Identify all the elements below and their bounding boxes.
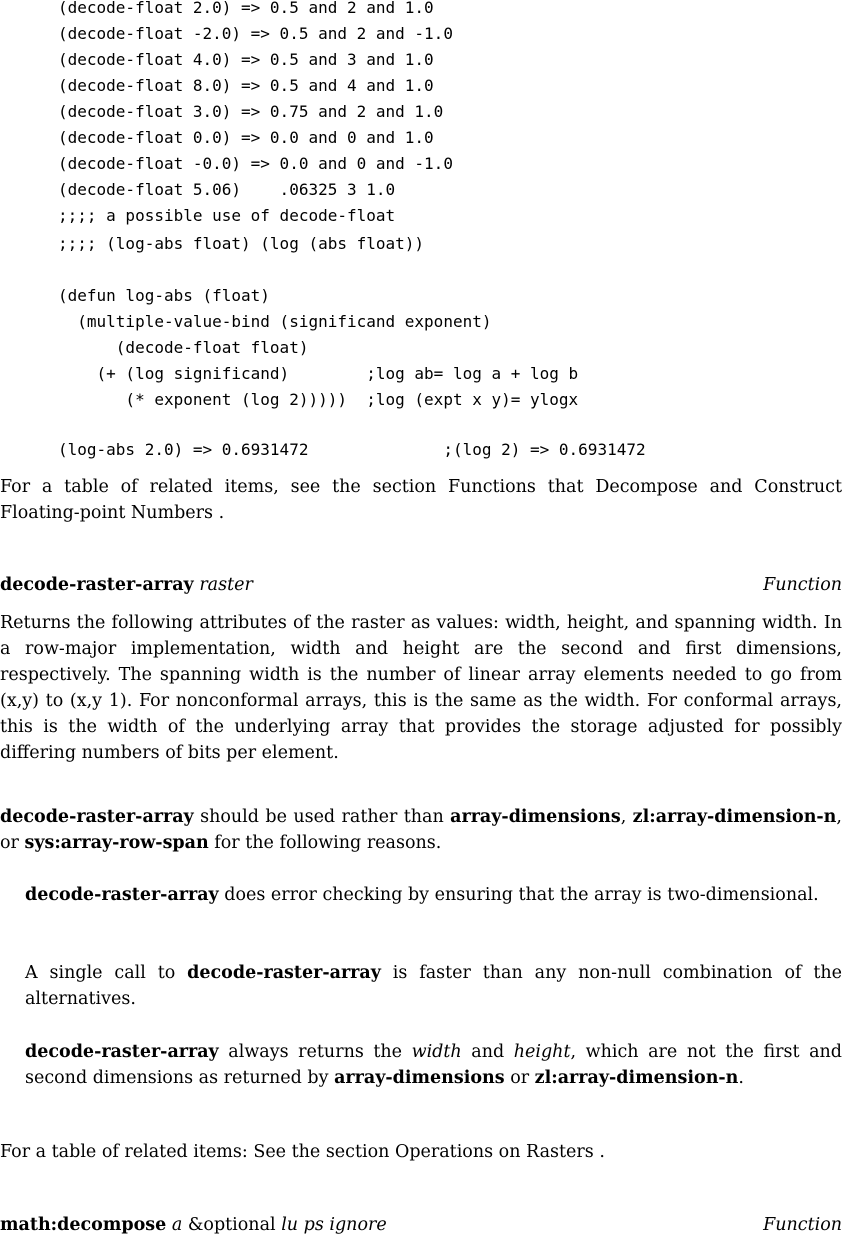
text: does error checking by ensuring that the array is two-dimensional. [218, 885, 819, 905]
code-comment: ;;;; (log-abs float) (log (abs float)) [58, 234, 425, 253]
term: array-dimensions [450, 807, 621, 827]
related-suffix: . [218, 503, 225, 523]
entry-header [0, 572, 842, 598]
entry-name: math:decompose [0, 1215, 167, 1235]
entry-args: raster [199, 575, 253, 595]
code-line: (log-abs 2.0) => 0.6931472 ;(log 2) => 0.6931472 [58, 440, 646, 459]
code-line: (multiple-value-bind (significand exponent) [58, 312, 492, 331]
description-paragraph: Returns the following attributes of the raster as values: width, height, and spanning width. In a row-major implementation, width and height are the second and first dimensions, respectively. The spanning width is the number of linear array elements needed to go from (x,y) to (x,y 1). For nonconformal arrays, this is the same as the width. For conformal arrays, this is the width of the underlying array that provides the storage adjusted for possibly differing numbers of bits per element. [0, 613, 842, 763]
text: , [620, 807, 633, 827]
text: , which are not the first and second dimensions as returned by [25, 1042, 842, 1088]
emphasis: width [411, 1042, 462, 1062]
code-line: (* exponent (log 2))))) ;log (expt x y)= ylogx [58, 390, 579, 409]
term: decode-raster-array [187, 963, 381, 983]
code-line: (decode-float 5.06) .06325 3 1.0 [58, 180, 396, 199]
emphasis: height [513, 1042, 571, 1062]
text: or [504, 1068, 535, 1088]
text: is faster than any non-null combination of the alternatives. [25, 963, 842, 1009]
text: always returns the [218, 1042, 412, 1062]
reason-item [25, 882, 842, 908]
entry-header [0, 1212, 842, 1238]
term: zl:array-dimension-n [632, 807, 837, 827]
related-items-paragraph [0, 1139, 842, 1165]
code-line: (defun log-abs (float) [58, 286, 270, 305]
term: decode-raster-array [0, 807, 194, 827]
text: for the following reasons. [208, 833, 442, 853]
section-link[interactable]: Operations on Rasters [394, 1142, 600, 1162]
reason-item [25, 960, 842, 1012]
entry-args: lu ps ignore [281, 1215, 387, 1235]
entry-optional: &optional [187, 1215, 276, 1235]
text: should be used rather than [193, 807, 451, 827]
related-prefix: For a table of related items, see the section [0, 477, 449, 497]
term: decode-raster-array [25, 885, 219, 905]
related-items-paragraph [0, 474, 842, 526]
code-line: (decode-float 4.0) => 0.5 and 3 and 1.0 [58, 50, 434, 69]
entry-kind: Function [763, 575, 842, 595]
code-line: (decode-float 0.0) => 0.0 and 0 and 1.0 [58, 128, 434, 147]
code-line: (decode-float 2.0) => 0.5 and 2 and 1.0 [58, 0, 434, 17]
code-comment: ;;;; a possible use of decode-float [58, 206, 396, 225]
related-suffix: . [599, 1142, 605, 1162]
entry-kind: Function [763, 1215, 842, 1235]
code-line: (+ (log significand) ;log ab= log a + log b [58, 364, 579, 383]
entry-args: a [171, 1215, 183, 1235]
code-example [0, 0, 646, 459]
text: and [461, 1042, 514, 1062]
code-line: (decode-float -2.0) => 0.5 and 2 and -1.0 [58, 24, 453, 43]
term: sys:array-row-span [24, 833, 209, 853]
related-prefix: For a table of related items: See the section [0, 1142, 395, 1162]
code-line: (decode-float -0.0) => 0.0 and 0 and -1.0 [58, 154, 453, 173]
code-line: (decode-float 3.0) => 0.75 and 2 and 1.0 [58, 102, 444, 121]
usage-paragraph [0, 804, 842, 856]
term: decode-raster-array [25, 1042, 219, 1062]
entry-name: decode-raster-array [0, 575, 194, 595]
text: . [738, 1068, 744, 1088]
term: array-dimensions [334, 1068, 505, 1088]
text: A single call to [25, 963, 188, 983]
section-link[interactable]: Functions that Decompose and Construct Floating-point Numbers [0, 477, 842, 523]
text: , or [0, 807, 842, 853]
code-line: (decode-float 8.0) => 0.5 and 4 and 1.0 [58, 76, 434, 95]
code-line: (decode-float float) [58, 338, 309, 357]
term: zl:array-dimension-n [534, 1068, 739, 1088]
reason-item [25, 1039, 842, 1091]
